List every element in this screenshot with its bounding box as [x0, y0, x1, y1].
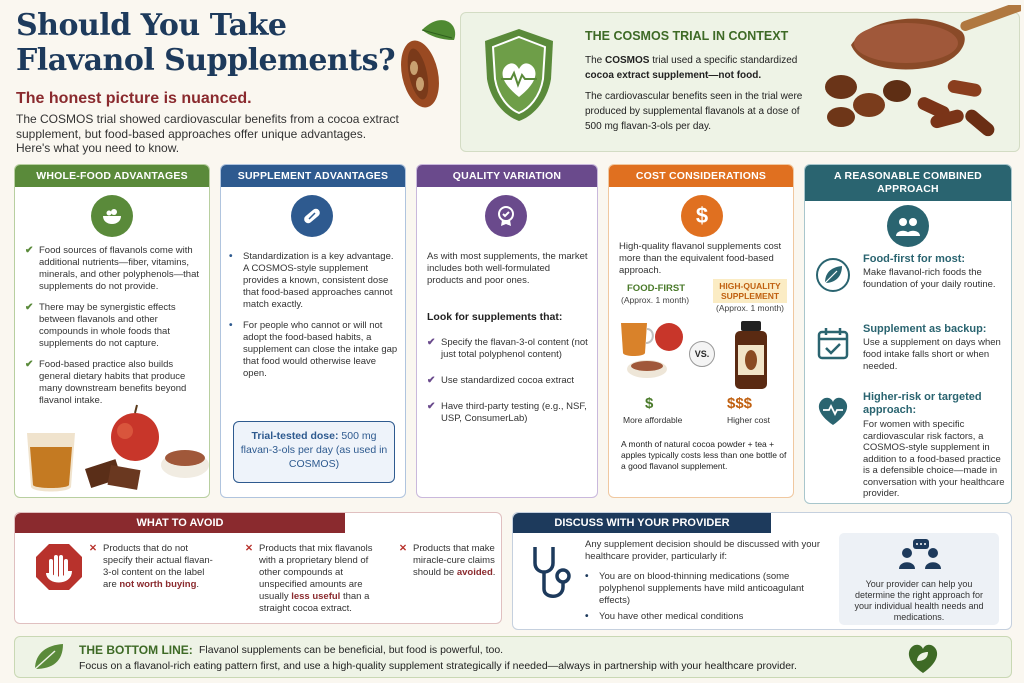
- combined-item-text: Use a supplement on days when food intake falls short or when needed.: [863, 337, 1001, 372]
- cocoa-pod-icon: [392, 10, 462, 120]
- list-item: • You are on blood-thinning medications (some polyphenol supplements have mild anticoagulant effects): [585, 571, 804, 606]
- list-item: • Standardization is a key advantage. A COSMOS-style supplement provides a known, consistent dose that food-based approaches cannot match exactly.: [229, 251, 394, 310]
- context-heading: THE COSMOS TRIAL IN CONTEXT: [585, 29, 789, 43]
- food-first-sub: (Approx. 1 month): [621, 295, 690, 305]
- provider-intro: Any supplement decision should be discussed with your healthcare provider, particularly if:: [585, 539, 820, 562]
- whole-food-card: [14, 164, 210, 498]
- dollar-icon: $: [681, 195, 723, 237]
- leaf-icon: [815, 257, 851, 298]
- cost-intro: High-quality flavanol supplements cost more than the equivalent food-based approach.: [619, 241, 782, 276]
- stop-hand-icon: [35, 543, 83, 596]
- supplement-sub: (Approx. 1 month): [715, 303, 785, 313]
- avoid-heading: WHAT TO AVOID: [15, 513, 345, 533]
- combined-item-text: For women with specific cardiovascular risk factors, a COSMOS-style supplement in addition to a food-based practice is a defensible choice—made in conversation with your healthcare provider.: [863, 419, 1005, 499]
- shield-heart-icon: [479, 25, 559, 130]
- food-price: $: [645, 395, 654, 412]
- bowl-icon: [91, 195, 133, 237]
- bottom-line-banner: [14, 636, 1012, 678]
- list-item: ✔ There may be synergistic effects between flavanols and other compounds in whole foods that supplements do not capture.: [25, 302, 176, 349]
- whole-food-heading: WHOLE-FOOD ADVANTAGES: [15, 165, 209, 187]
- list-item: ✔ Have third-party testing (e.g., NSF, USP, ConsumerLab): [427, 401, 587, 424]
- tea-apple-illustration: [617, 315, 689, 386]
- provider-side-text: Your provider can help you determine the right approach for your individual health needs and medications.: [854, 579, 984, 622]
- cost-heading: COST CONSIDERATIONS: [609, 165, 793, 187]
- quality-badge-icon: [485, 195, 527, 237]
- quality-card: [416, 164, 598, 498]
- avoid-item: ✕ Products that do not specify their actual flavan-3-ol content on the label are not worth buying.: [89, 543, 213, 590]
- calendar-check-icon: [815, 325, 851, 366]
- heart-icon: [815, 395, 851, 432]
- supplement-price: $$$: [727, 395, 753, 412]
- avoid-item: ✕ Products that make miracle-cure claims should be avoided.: [399, 543, 496, 578]
- provider-side-note: [839, 533, 999, 625]
- conversation-icon: [897, 539, 943, 574]
- look-for-heading: Look for supplements that:: [427, 311, 563, 323]
- list-item: ✔ Use standardized cocoa extract: [427, 375, 575, 386]
- context-paragraph-1: The COSMOS trial used a specific standardized cocoa extract supplement—not food.: [585, 55, 798, 81]
- cosmos-context-panel: [460, 12, 1020, 152]
- what-to-avoid-panel: [14, 512, 502, 624]
- stethoscope-icon: [527, 543, 573, 610]
- page-subtitle: The honest picture is nuanced.: [16, 90, 252, 107]
- list-item: • You have other medical conditions: [585, 611, 744, 622]
- list-item: • For people who cannot or will not adopt the food-based habits, a supplement can close the intake gap that food would otherwise leave open.: [229, 320, 398, 379]
- avoid-item: ✕ Products that mix flavanols with a proprietary blend of other compounds at unspecified amounts are usually less useful than a straight cocoa extract.: [245, 543, 373, 614]
- page-title: Should You Take Flavanol Supplements?: [16, 8, 396, 78]
- context-paragraph-2: The cardiovascular benefits seen in the trial were produced by supplemental flavanols at a dose of 500 mg flavan-3-ols per day.: [585, 91, 803, 132]
- supplement-card: [220, 164, 406, 498]
- supplement-bottle-illustration: [731, 319, 771, 396]
- provider-heading: DISCUSS WITH YOUR PROVIDER: [513, 513, 771, 533]
- combined-approach-card: [804, 164, 1012, 504]
- food-price-label: More affordable: [623, 415, 683, 425]
- combined-item-text: Make flavanol-rich foods the foundation of your daily routine.: [863, 267, 996, 290]
- supplement-heading: SUPPLEMENT ADVANTAGES: [221, 165, 405, 187]
- bottom-line-label: THE BOTTOM LINE:: [79, 643, 193, 657]
- bottom-line-text-1: Flavanol supplements can be beneficial, but food is powerful, too.: [199, 644, 504, 656]
- combined-item-title: Food-first for most:: [863, 253, 966, 265]
- cost-card: [608, 164, 794, 498]
- quality-heading: QUALITY VARIATION: [417, 165, 597, 187]
- list-item: ✔ Food-based practice also builds general dietary habits that produce many downstream benefits beyond flavanol intake.: [25, 359, 187, 406]
- provider-panel: [512, 512, 1012, 630]
- dose-box: Trial-tested dose: 500 mg flavan-3-ols per day (as used in COSMOS): [233, 421, 395, 483]
- foods-illustration: [19, 403, 209, 498]
- cocoa-supplement-illustration: [811, 5, 1021, 158]
- combined-heading: A REASONABLE COMBINED APPROACH: [805, 165, 1011, 201]
- people-icon: [887, 205, 929, 247]
- intro-text: The COSMOS trial showed cardiovascular benefits from a cocoa extract supplement, but food-based approaches offer unique advantages. Here's what you need to know.: [16, 112, 399, 155]
- vs-badge: VS.: [689, 341, 715, 367]
- quality-intro: As with most supplements, the market includes both well-formulated products and poor ones.: [427, 251, 588, 286]
- cost-note: A month of natural cocoa powder + tea + apples typically costs less than one bottle of a good flavanol supplement.: [621, 439, 787, 471]
- combined-item-title: Higher-risk or targeted approach:: [863, 391, 982, 416]
- list-item: ✔ Specify the flavan-3-ol content (not just total polyphenol content): [427, 337, 588, 360]
- heart-leaf-icon: [905, 641, 941, 680]
- pill-icon: [291, 195, 333, 237]
- supplement-label: HIGH-QUALITY SUPPLEMENT: [713, 279, 787, 303]
- supplement-price-label: Higher cost: [727, 415, 770, 425]
- bottom-line-text-2: Focus on a flavanol-rich eating pattern first, and use a high-quality supplement strategically if needed—always in partnership with your healthcare provider.: [79, 660, 797, 672]
- list-item: ✔ Food sources of flavanols come with additional nutrients—fiber, vitamins, minerals, and other polyphenols—that supplements do not provide.: [25, 245, 200, 292]
- leaf-icon: [31, 641, 67, 678]
- combined-item-title: Supplement as backup:: [863, 323, 987, 335]
- food-first-label: FOOD-FIRST: [627, 283, 686, 294]
